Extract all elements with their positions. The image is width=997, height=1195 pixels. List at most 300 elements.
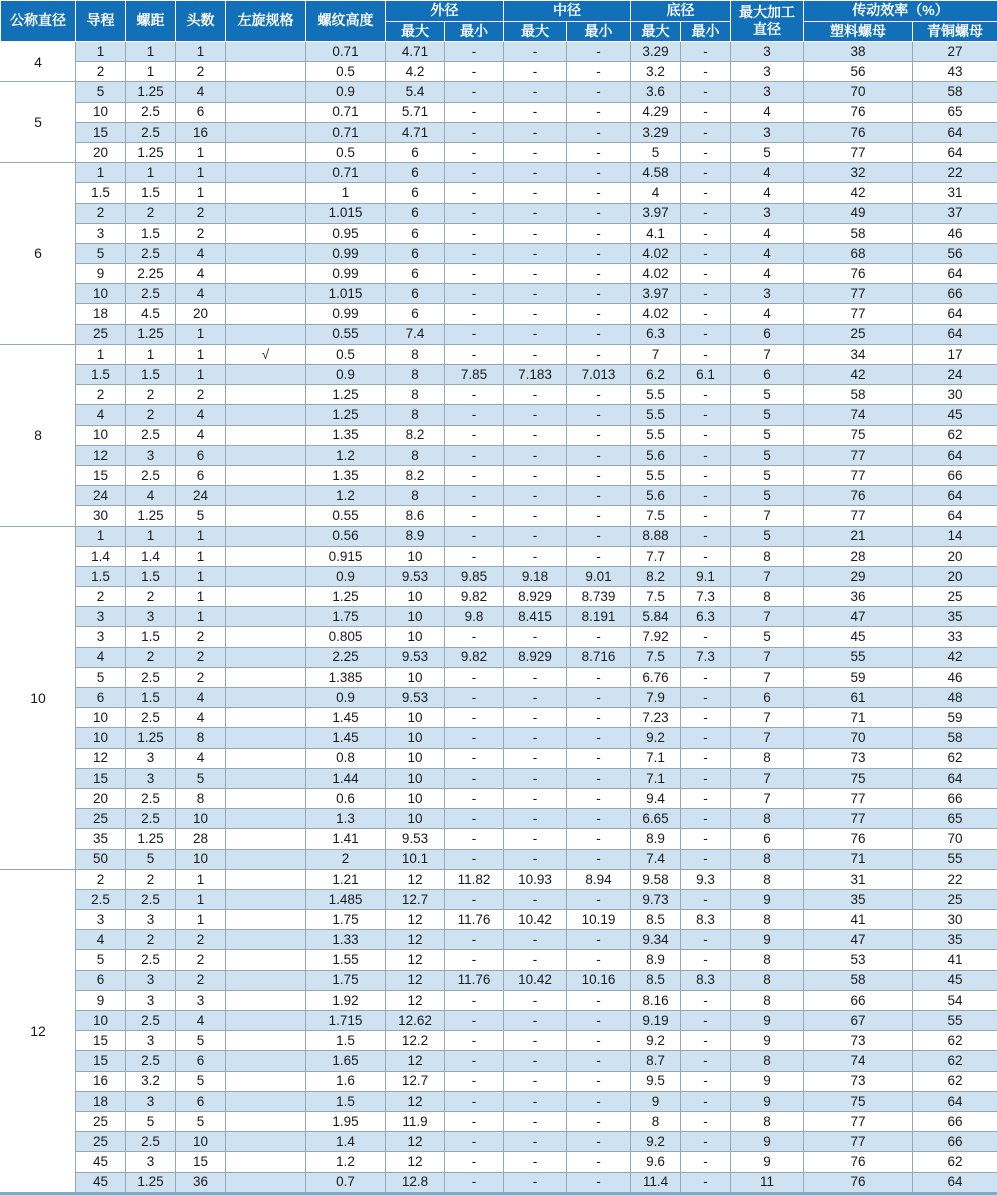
plastic-nut-efficiency-cell: 34: [804, 344, 913, 364]
rd-max-cell: 7.5: [631, 587, 681, 607]
pd-max-cell: -: [504, 203, 567, 223]
left-hand-cell: [226, 849, 306, 869]
rd-min-cell: 6.1: [681, 365, 731, 385]
pitch-cell: 1: [126, 163, 176, 183]
od-min-cell: -: [445, 1111, 504, 1131]
max-machining-cell: 5: [731, 142, 804, 162]
pitch-cell: 4: [126, 486, 176, 506]
bronze-nut-efficiency-cell: 45: [913, 405, 997, 425]
left-hand-cell: [226, 748, 306, 768]
pitch-cell: 2: [126, 930, 176, 950]
pitch-cell: 5: [126, 1111, 176, 1131]
pd-max-cell: -: [504, 385, 567, 405]
rd-min-cell: 8.3: [681, 970, 731, 990]
starts-cell: 1: [176, 869, 226, 889]
table-row: [1, 667, 997, 687]
rd-min-cell: -: [681, 385, 731, 405]
od-max-cell: 8: [386, 445, 445, 465]
od-min-cell: 9.82: [445, 647, 504, 667]
rd-max-cell: 8.9: [631, 829, 681, 849]
thread-height-cell: 1.35: [306, 465, 386, 485]
table-row: [1, 869, 997, 889]
rd-max-cell: 8.88: [631, 526, 681, 546]
starts-cell: 2: [176, 62, 226, 82]
rd-max-cell: 9.34: [631, 930, 681, 950]
od-max-cell: 12.7: [386, 1071, 445, 1091]
max-machining-cell: 7: [731, 566, 804, 586]
starts-cell: 1: [176, 142, 226, 162]
rd-max-cell: 11.4: [631, 1172, 681, 1193]
starts-cell: 5: [176, 1071, 226, 1091]
od-max-cell: 7.4: [386, 324, 445, 344]
pitch-cell: 2.5: [126, 1011, 176, 1031]
table-row: [1, 102, 997, 122]
pd-max-cell: 8.929: [504, 647, 567, 667]
od-max-cell: 6: [386, 183, 445, 203]
pd-min-cell: -: [567, 889, 631, 909]
max-machining-cell: 8: [731, 587, 804, 607]
bronze-nut-efficiency-cell: 65: [913, 809, 997, 829]
od-max-cell: 12: [386, 930, 445, 950]
plastic-nut-efficiency-cell: 74: [804, 1051, 913, 1071]
pd-min-cell: -: [567, 142, 631, 162]
max-machining-cell: 5: [731, 445, 804, 465]
header-max-machining-line2: 直径: [731, 21, 803, 39]
lead-cell: 30: [76, 506, 126, 526]
rd-min-cell: -: [681, 708, 731, 728]
pitch-cell: 1.5: [126, 627, 176, 647]
plastic-nut-efficiency-cell: 45: [804, 627, 913, 647]
max-machining-cell: 9: [731, 889, 804, 909]
plastic-nut-efficiency-cell: 75: [804, 425, 913, 445]
rd-min-cell: -: [681, 829, 731, 849]
pd-min-cell: 8.191: [567, 607, 631, 627]
max-machining-cell: 8: [731, 809, 804, 829]
pitch-cell: 2: [126, 405, 176, 425]
table-row: [1, 82, 997, 102]
rd-min-cell: -: [681, 506, 731, 526]
od-max-cell: 10: [386, 768, 445, 788]
plastic-nut-efficiency-cell: 73: [804, 748, 913, 768]
thread-height-cell: 0.6: [306, 788, 386, 808]
pd-max-cell: -: [504, 667, 567, 687]
thread-height-cell: 1.55: [306, 950, 386, 970]
pd-max-cell: 10.42: [504, 970, 567, 990]
plastic-nut-efficiency-cell: 32: [804, 163, 913, 183]
left-hand-cell: [226, 627, 306, 647]
lead-cell: 24: [76, 486, 126, 506]
pd-min-cell: -: [567, 728, 631, 748]
rd-max-cell: 4.02: [631, 243, 681, 263]
od-max-cell: 10: [386, 748, 445, 768]
starts-cell: 4: [176, 243, 226, 263]
plastic-nut-efficiency-cell: 21: [804, 526, 913, 546]
pd-max-cell: -: [504, 284, 567, 304]
lead-cell: 15: [76, 1031, 126, 1051]
rd-max-cell: 8.2: [631, 566, 681, 586]
rd-max-cell: 7.1: [631, 748, 681, 768]
table-row: [1, 385, 997, 405]
left-hand-cell: [226, 385, 306, 405]
plastic-nut-efficiency-cell: 67: [804, 1011, 913, 1031]
pd-min-cell: -: [567, 102, 631, 122]
bronze-nut-efficiency-cell: 42: [913, 647, 997, 667]
pd-min-cell: -: [567, 627, 631, 647]
thread-height-cell: 0.8: [306, 748, 386, 768]
od-max-cell: 10.1: [386, 849, 445, 869]
od-min-cell: -: [445, 304, 504, 324]
pd-min-cell: -: [567, 304, 631, 324]
header-outer-diameter: 外径: [386, 1, 504, 22]
od-max-cell: 12: [386, 869, 445, 889]
left-hand-cell: [226, 990, 306, 1010]
pitch-cell: 1.25: [126, 506, 176, 526]
bronze-nut-efficiency-cell: 30: [913, 385, 997, 405]
pd-max-cell: -: [504, 1111, 567, 1131]
thread-height-cell: 0.71: [306, 42, 386, 62]
pd-min-cell: -: [567, 122, 631, 142]
rd-max-cell: 6.2: [631, 365, 681, 385]
rd-max-cell: 5.6: [631, 486, 681, 506]
left-hand-cell: [226, 950, 306, 970]
thread-height-cell: 1.75: [306, 607, 386, 627]
left-hand-cell: [226, 42, 306, 62]
lead-cell: 12: [76, 445, 126, 465]
lead-cell: 1.5: [76, 183, 126, 203]
pd-min-cell: -: [567, 506, 631, 526]
pd-min-cell: -: [567, 930, 631, 950]
starts-cell: 2: [176, 950, 226, 970]
rd-min-cell: -: [681, 526, 731, 546]
bronze-nut-efficiency-cell: 62: [913, 1071, 997, 1091]
pitch-cell: 2.5: [126, 284, 176, 304]
od-min-cell: -: [445, 284, 504, 304]
starts-cell: 4: [176, 264, 226, 284]
pd-min-cell: -: [567, 526, 631, 546]
rd-min-cell: -: [681, 425, 731, 445]
bronze-nut-efficiency-cell: 62: [913, 1152, 997, 1172]
rd-max-cell: 9.73: [631, 889, 681, 909]
plastic-nut-efficiency-cell: 38: [804, 42, 913, 62]
bronze-nut-efficiency-cell: 56: [913, 243, 997, 263]
rd-max-cell: 8.5: [631, 970, 681, 990]
table-row: [1, 42, 997, 62]
starts-cell: 6: [176, 445, 226, 465]
bronze-nut-efficiency-cell: 20: [913, 566, 997, 586]
pitch-cell: 1.25: [126, 142, 176, 162]
rd-max-cell: 3.6: [631, 82, 681, 102]
max-machining-cell: 4: [731, 264, 804, 284]
thread-height-cell: 0.5: [306, 142, 386, 162]
header-left-hand-spec: 左旋规格: [226, 1, 306, 42]
pitch-cell: 2.5: [126, 243, 176, 263]
max-machining-cell: 8: [731, 748, 804, 768]
lead-cell: 10: [76, 284, 126, 304]
max-machining-cell: 8: [731, 950, 804, 970]
pd-min-cell: -: [567, 445, 631, 465]
lead-cell: 3: [76, 910, 126, 930]
max-machining-cell: 6: [731, 688, 804, 708]
od-max-cell: 5.4: [386, 82, 445, 102]
pd-min-cell: -: [567, 42, 631, 62]
max-machining-cell: 7: [731, 647, 804, 667]
od-min-cell: 11.82: [445, 869, 504, 889]
left-hand-cell: [226, 587, 306, 607]
lead-cell: 25: [76, 324, 126, 344]
lead-cell: 2.5: [76, 889, 126, 909]
max-machining-cell: 5: [731, 486, 804, 506]
pitch-cell: 1.25: [126, 829, 176, 849]
pitch-cell: 3: [126, 607, 176, 627]
lead-cell: 10: [76, 425, 126, 445]
table-row: [1, 223, 997, 243]
thread-height-cell: 1.95: [306, 1111, 386, 1131]
pd-min-cell: -: [567, 667, 631, 687]
thread-height-cell: 1.3: [306, 809, 386, 829]
bronze-nut-efficiency-cell: 35: [913, 930, 997, 950]
thread-height-cell: 1.35: [306, 425, 386, 445]
pitch-cell: 3: [126, 970, 176, 990]
header-max-machining-diameter: [731, 1, 804, 42]
pitch-cell: 2: [126, 385, 176, 405]
od-min-cell: -: [445, 930, 504, 950]
table-row: [1, 142, 997, 162]
pitch-cell: 1: [126, 62, 176, 82]
plastic-nut-efficiency-cell: 71: [804, 708, 913, 728]
table-row: [1, 748, 997, 768]
max-machining-cell: 8: [731, 546, 804, 566]
od-min-cell: -: [445, 688, 504, 708]
max-machining-cell: 7: [731, 708, 804, 728]
pitch-cell: 1.25: [126, 728, 176, 748]
bronze-nut-efficiency-cell: 66: [913, 788, 997, 808]
od-max-cell: 8.9: [386, 526, 445, 546]
lead-cell: 2: [76, 869, 126, 889]
thread-height-cell: 0.71: [306, 122, 386, 142]
lead-cell: 1.4: [76, 546, 126, 566]
max-machining-cell: 7: [731, 506, 804, 526]
left-hand-cell: [226, 1051, 306, 1071]
max-machining-cell: 4: [731, 163, 804, 183]
plastic-nut-efficiency-cell: 55: [804, 647, 913, 667]
pitch-cell: 3: [126, 748, 176, 768]
od-max-cell: 9.53: [386, 829, 445, 849]
max-machining-cell: 7: [731, 607, 804, 627]
rd-max-cell: 4.29: [631, 102, 681, 122]
bronze-nut-efficiency-cell: 48: [913, 688, 997, 708]
od-max-cell: 10: [386, 607, 445, 627]
max-machining-cell: 8: [731, 990, 804, 1010]
rd-min-cell: -: [681, 849, 731, 869]
lead-cell: 18: [76, 304, 126, 324]
starts-cell: 4: [176, 405, 226, 425]
table-row: [1, 304, 997, 324]
bronze-nut-efficiency-cell: 64: [913, 1091, 997, 1111]
max-machining-cell: 4: [731, 102, 804, 122]
pitch-cell: 2.5: [126, 950, 176, 970]
od-max-cell: 9.53: [386, 688, 445, 708]
starts-cell: 24: [176, 486, 226, 506]
max-machining-cell: 6: [731, 365, 804, 385]
rd-min-cell: -: [681, 223, 731, 243]
rd-min-cell: -: [681, 405, 731, 425]
pd-min-cell: -: [567, 465, 631, 485]
rd-min-cell: -: [681, 243, 731, 263]
starts-cell: 1: [176, 546, 226, 566]
pd-max-cell: -: [504, 1152, 567, 1172]
lead-cell: 4: [76, 405, 126, 425]
pd-max-cell: -: [504, 42, 567, 62]
rd-max-cell: 9.5: [631, 1071, 681, 1091]
od-max-cell: 6: [386, 163, 445, 183]
pitch-cell: 2.5: [126, 788, 176, 808]
pitch-cell: 2.5: [126, 1051, 176, 1071]
pd-max-cell: -: [504, 163, 567, 183]
pd-min-cell: -: [567, 688, 631, 708]
pd-max-cell: -: [504, 546, 567, 566]
pd-max-cell: -: [504, 183, 567, 203]
starts-cell: 8: [176, 788, 226, 808]
rd-min-cell: -: [681, 1031, 731, 1051]
rd-min-cell: -: [681, 728, 731, 748]
max-machining-cell: 3: [731, 62, 804, 82]
rd-min-cell: -: [681, 1152, 731, 1172]
pd-min-cell: -: [567, 809, 631, 829]
header-bronze-nut: 青铜螺母: [913, 22, 997, 42]
thread-height-cell: 1.015: [306, 284, 386, 304]
pd-max-cell: 10.42: [504, 910, 567, 930]
pitch-cell: 1: [126, 344, 176, 364]
starts-cell: 6: [176, 1091, 226, 1111]
od-min-cell: -: [445, 526, 504, 546]
bronze-nut-efficiency-cell: 66: [913, 465, 997, 485]
lead-cell: 1: [76, 163, 126, 183]
plastic-nut-efficiency-cell: 76: [804, 486, 913, 506]
od-max-cell: 8.2: [386, 465, 445, 485]
plastic-nut-efficiency-cell: 56: [804, 62, 913, 82]
od-max-cell: 10: [386, 728, 445, 748]
plastic-nut-efficiency-cell: 77: [804, 788, 913, 808]
bronze-nut-efficiency-cell: 14: [913, 526, 997, 546]
left-hand-cell: [226, 365, 306, 385]
od-min-cell: -: [445, 708, 504, 728]
od-max-cell: 10: [386, 708, 445, 728]
plastic-nut-efficiency-cell: 58: [804, 970, 913, 990]
pitch-cell: 4.5: [126, 304, 176, 324]
table-row: [1, 122, 997, 142]
pitch-cell: 3: [126, 768, 176, 788]
pitch-cell: 2.5: [126, 465, 176, 485]
pd-min-cell: -: [567, 1031, 631, 1051]
pd-min-cell: 10.16: [567, 970, 631, 990]
rd-max-cell: 4.1: [631, 223, 681, 243]
rd-min-cell: -: [681, 990, 731, 1010]
rd-min-cell: -: [681, 768, 731, 788]
od-min-cell: -: [445, 849, 504, 869]
od-min-cell: -: [445, 1051, 504, 1071]
starts-cell: 4: [176, 708, 226, 728]
lead-cell: 10: [76, 102, 126, 122]
left-hand-cell: [226, 284, 306, 304]
lead-cell: 5: [76, 667, 126, 687]
lead-cell: 20: [76, 142, 126, 162]
table-row: [1, 243, 997, 263]
table-row: [1, 688, 997, 708]
rd-max-cell: 9.2: [631, 728, 681, 748]
max-machining-cell: 5: [731, 385, 804, 405]
thread-height-cell: 0.55: [306, 324, 386, 344]
thread-height-cell: 1.6: [306, 1071, 386, 1091]
max-machining-cell: 7: [731, 768, 804, 788]
pd-max-cell: -: [504, 264, 567, 284]
starts-cell: 5: [176, 506, 226, 526]
pd-min-cell: -: [567, 264, 631, 284]
starts-cell: 6: [176, 1051, 226, 1071]
plastic-nut-efficiency-cell: 36: [804, 587, 913, 607]
rd-min-cell: -: [681, 304, 731, 324]
lead-cell: 9: [76, 264, 126, 284]
left-hand-cell: [226, 930, 306, 950]
pitch-cell: 1: [126, 42, 176, 62]
rd-min-cell: -: [681, 1132, 731, 1152]
starts-cell: 1: [176, 344, 226, 364]
bronze-nut-efficiency-cell: 66: [913, 1111, 997, 1131]
starts-cell: 1: [176, 365, 226, 385]
rd-min-cell: 9.3: [681, 869, 731, 889]
starts-cell: 2: [176, 203, 226, 223]
rd-min-cell: -: [681, 122, 731, 142]
table-row: [1, 970, 997, 990]
pd-max-cell: 10.93: [504, 869, 567, 889]
od-min-cell: -: [445, 1132, 504, 1152]
starts-cell: 36: [176, 1172, 226, 1193]
nominal-diameter-cell: 12: [1, 869, 76, 1193]
thread-height-cell: 1.2: [306, 1152, 386, 1172]
od-min-cell: -: [445, 748, 504, 768]
rd-min-cell: -: [681, 667, 731, 687]
thread-height-cell: 0.5: [306, 62, 386, 82]
lead-cell: 10: [76, 1011, 126, 1031]
max-machining-cell: 4: [731, 304, 804, 324]
thread-height-cell: 0.99: [306, 243, 386, 263]
od-min-cell: -: [445, 264, 504, 284]
starts-cell: 6: [176, 465, 226, 485]
pd-max-cell: -: [504, 405, 567, 425]
table-row: [1, 587, 997, 607]
thread-height-cell: 0.5: [306, 344, 386, 364]
pd-max-cell: -: [504, 344, 567, 364]
rd-min-cell: -: [681, 203, 731, 223]
thread-height-cell: 1.21: [306, 869, 386, 889]
od-max-cell: 6: [386, 284, 445, 304]
lead-cell: 6: [76, 970, 126, 990]
pitch-cell: 2: [126, 647, 176, 667]
pd-min-cell: -: [567, 203, 631, 223]
left-hand-cell: [226, 768, 306, 788]
max-machining-cell: 7: [731, 728, 804, 748]
rd-min-cell: -: [681, 1111, 731, 1131]
od-max-cell: 6: [386, 223, 445, 243]
rd-max-cell: 9: [631, 1091, 681, 1111]
rd-min-cell: -: [681, 163, 731, 183]
rd-max-cell: 5.84: [631, 607, 681, 627]
thread-height-cell: 0.9: [306, 82, 386, 102]
max-machining-cell: 4: [731, 183, 804, 203]
pd-min-cell: -: [567, 163, 631, 183]
rd-min-cell: -: [681, 62, 731, 82]
pitch-cell: 3: [126, 1031, 176, 1051]
max-machining-cell: 8: [731, 849, 804, 869]
